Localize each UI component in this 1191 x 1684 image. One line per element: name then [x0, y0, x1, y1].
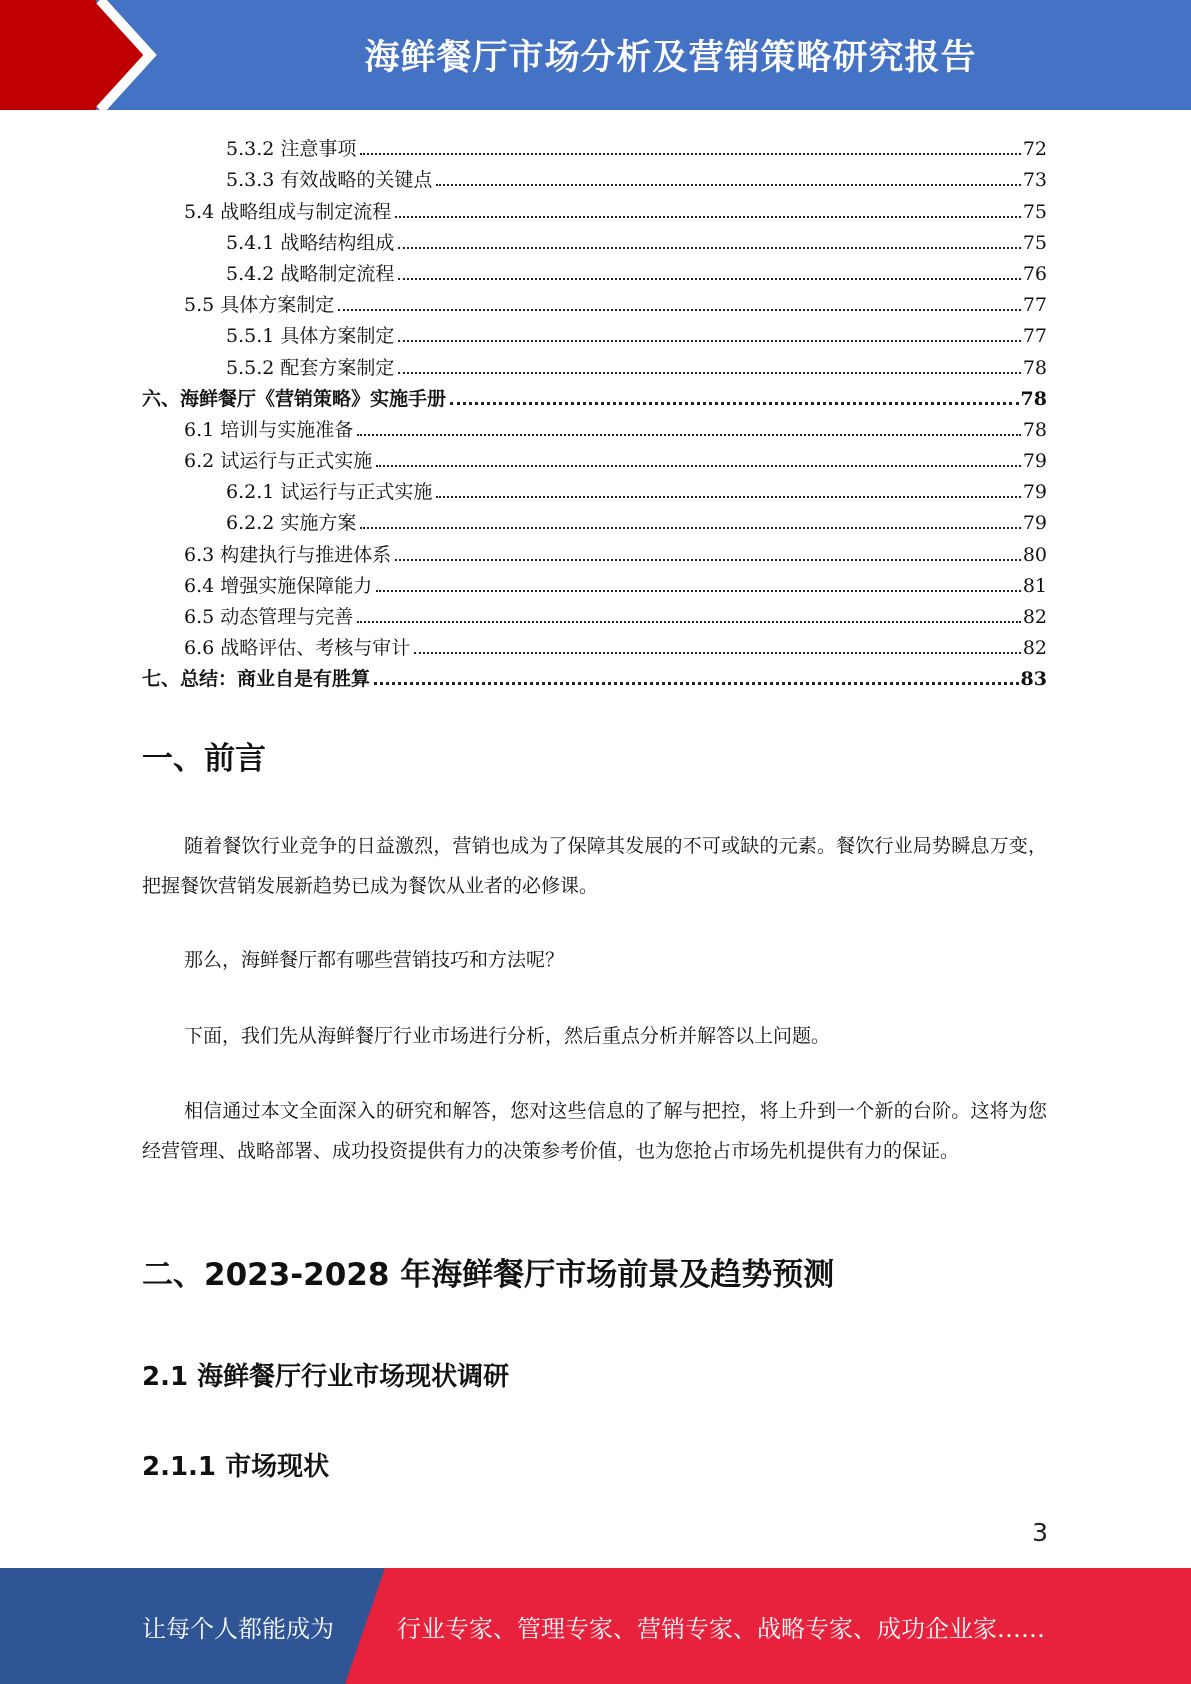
toc-entry-label: 5.3.3 有效战略的关键点 [226, 169, 433, 192]
toc-entry-label: 5.5 具体方案制定 [184, 294, 335, 317]
chapter-2-heading: 二、2023-2028 年海鲜餐厅市场前景及趋势预测 [142, 1257, 835, 1293]
toc-entry-label: 5.4.1 战略结构组成 [226, 231, 395, 254]
preface-paragraph-3: 下面，我们先从海鲜餐厅行业市场进行分析，然后重点分析并解答以上问题。 [184, 1025, 831, 1047]
toc-entry[interactable] [142, 222, 1047, 253]
toc-entry-page: 81 [1022, 574, 1047, 597]
preface-paragraph-2: 那么，海鲜餐厅都有哪些营销技巧和方法呢？ [184, 949, 565, 971]
toc-entry-label: 6.1 培训与实施准备 [184, 418, 354, 441]
toc-leader-dots [338, 309, 1021, 311]
toc-entry-label: 6.6 战略评估、考核与审计 [184, 637, 411, 660]
page-number: 3 [1032, 1518, 1048, 1547]
table-of-contents [142, 128, 1047, 689]
toc-entry[interactable] [142, 128, 1047, 159]
toc-leader-dots [374, 682, 1019, 685]
toc-entry[interactable] [142, 253, 1047, 284]
toc-entry[interactable] [142, 159, 1047, 190]
toc-entry[interactable] [142, 627, 1047, 658]
toc-entry-page: 73 [1022, 169, 1047, 192]
toc-leader-dots [436, 496, 1020, 498]
toc-entry-page: 75 [1022, 231, 1047, 254]
toc-leader-dots [360, 153, 1020, 155]
toc-entry[interactable] [142, 315, 1047, 346]
toc-entry[interactable] [142, 378, 1047, 409]
toc-leader-dots [395, 216, 1021, 218]
preface-paragraph-4: 相信通过本文全面深入的研究和解答，您对这些信息的了解与把控，将上升到一个新的台阶。这将为您经营管理、战略部署、成功投资提供有力的决策参考价值，也为您抢占市场先机提供有力的保证。 [142, 1100, 1047, 1162]
toc-entry[interactable] [142, 190, 1047, 221]
section-2-1-1-heading: 2.1.1 市场现状 [142, 1452, 330, 1482]
preface-paragraph-1: 随着餐饮行业竞争的日益激烈，营销也成为了保障其发展的不可或缺的元素。餐饮行业局势瞬息万变，把握餐饮营销发展新趋势已成为餐饮从业者的必修课。 [142, 835, 1047, 897]
toc-entry-page: 82 [1022, 637, 1047, 660]
toc-entry-label: 5.4 战略组成与制定流程 [184, 200, 392, 223]
toc-entry-page: 78 [1022, 418, 1047, 441]
section-2-1-heading: 2.1 海鲜餐厅行业市场现状调研 [142, 1362, 510, 1392]
toc-entry-page: 76 [1022, 262, 1047, 285]
toc-entry-page: 82 [1022, 606, 1047, 628]
toc-entry[interactable] [142, 471, 1047, 502]
toc-entry-label: 六、海鲜餐厅《营销策略》实施手册 [142, 387, 447, 410]
toc-entry-label: 七、总结：商业自是有胜算 [142, 668, 371, 691]
toc-entry-page: 78 [1020, 387, 1047, 410]
toc-entry[interactable] [142, 658, 1047, 689]
toc-entry-label: 6.2.1 试运行与正式实施 [226, 481, 433, 504]
toc-entry-label: 6.2 试运行与正式实施 [184, 450, 373, 473]
toc-entry[interactable] [142, 502, 1047, 533]
toc-entry-label: 5.4.2 战略制定流程 [226, 262, 395, 285]
toc-leader-dots [436, 184, 1020, 186]
toc-leader-dots [398, 247, 1020, 249]
toc-leader-dots [398, 340, 1020, 342]
toc-entry-label: 6.2.2 实施方案 [226, 512, 357, 535]
toc-entry-page: 80 [1022, 543, 1047, 566]
toc-entry-page: 79 [1022, 450, 1047, 473]
footer-slogan-right: 行业专家、管理专家、营销专家、战略专家、成功企业家…… [397, 1614, 1045, 1643]
toc-entry-label: 5.5.2 配套方案制定 [226, 356, 395, 379]
toc-entry-label: 6.3 构建执行与推进体系 [184, 543, 392, 566]
toc-leader-dots [357, 621, 1021, 623]
toc-entry-page: 79 [1022, 481, 1047, 504]
toc-entry-page: 75 [1022, 200, 1047, 223]
toc-leader-dots [357, 434, 1021, 436]
preface-heading: 一、前言 [142, 741, 266, 777]
footer-slogan-left: 让每个人都能成为 [142, 1614, 334, 1643]
toc-leader-dots [395, 559, 1021, 561]
toc-entry[interactable] [142, 284, 1047, 315]
toc-leader-dots [376, 465, 1021, 467]
toc-entry-page: 72 [1022, 138, 1047, 161]
toc-entry-label: 5.3.2 注意事项 [226, 138, 357, 161]
header-arrow-decoration [0, 0, 160, 110]
toc-entry[interactable] [142, 346, 1047, 377]
toc-entry[interactable] [142, 565, 1047, 596]
footer-banner [0, 1568, 1191, 1684]
toc-entry[interactable] [142, 533, 1047, 564]
toc-entry-page: 78 [1022, 356, 1047, 379]
toc-leader-dots [450, 402, 1019, 405]
toc-leader-dots [398, 372, 1020, 374]
toc-entry[interactable] [142, 440, 1047, 471]
toc-entry-page: 77 [1022, 294, 1047, 317]
toc-entry-label: 6.5 动态管理与完善 [184, 606, 354, 628]
toc-entry-page: 83 [1020, 668, 1047, 691]
toc-entry[interactable] [142, 409, 1047, 440]
toc-leader-dots [376, 590, 1021, 592]
report-title: 海鲜餐厅市场分析及营销策略研究报告 [364, 38, 977, 78]
header-banner [0, 0, 1191, 110]
toc-entry-page: 79 [1022, 512, 1047, 535]
toc-leader-dots [414, 652, 1021, 654]
toc-entry-label: 5.5.1 具体方案制定 [226, 325, 395, 348]
toc-entry-label: 6.4 增强实施保障能力 [184, 574, 373, 597]
toc-entry[interactable] [142, 596, 1047, 627]
toc-entry-page: 77 [1022, 325, 1047, 348]
toc-leader-dots [360, 527, 1020, 529]
toc-leader-dots [398, 278, 1020, 280]
